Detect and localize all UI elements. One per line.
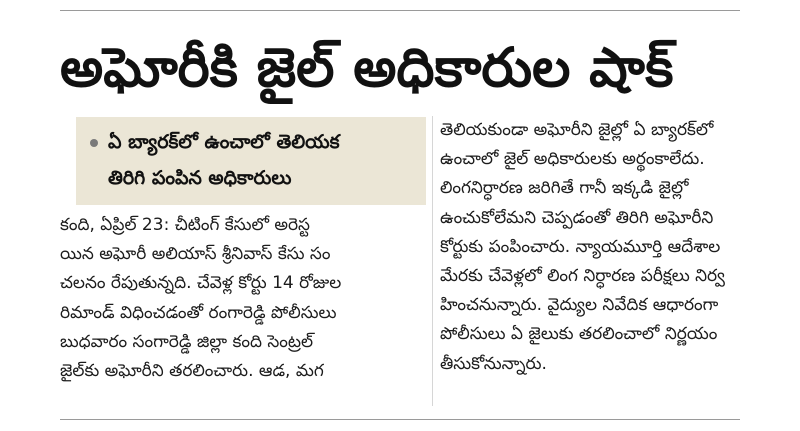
- body-line: యిన అఘోరీ అలియాస్ శ్రీనివాస్ కేసు సం: [60, 244, 331, 265]
- body-line: తీసుకోనున్నారు.: [440, 353, 547, 374]
- body-line: రిమాండ్ విధించడంతో రంగారెడ్డి పోలీసులు: [60, 302, 337, 323]
- subheading-line-1: ఏ బ్యారక్‌లో ఉంచాలో తెలియక: [108, 131, 340, 153]
- body-line: ఉంచుకోలేమని చెప్పడంతో తిరిగి అఘోరీని: [440, 207, 714, 228]
- body-line: లింగనిర్ధారణ జరిగితే గానీ ఇక్కడి జైల్లో: [440, 178, 689, 199]
- left-column-text: [60, 211, 430, 386]
- bottom-rule: [60, 419, 740, 420]
- right-column-text: [440, 116, 770, 379]
- column-divider: [432, 116, 433, 406]
- body-line: పోలీసులు ఏ జైలుకు తరలించాలో నిర్ణయం: [440, 324, 718, 345]
- body-line: కోర్టుకు పంపించారు. న్యాయమూర్తి ఆదేశాల: [440, 236, 721, 257]
- subheading-line-2: తిరిగి పంపిన అధికారులు: [108, 167, 292, 189]
- body-line: కంది, ఏప్రిల్ 23: చీటింగ్ కేసులో అరెస్ట: [60, 215, 310, 235]
- top-rule: [60, 10, 740, 11]
- body-line: ఉంచాలో జైల్ అధికారులకు అర్థంకాలేదు.: [440, 149, 705, 170]
- headline: అఘోరీకి జైల్ అధికారుల షాక్: [60, 36, 674, 99]
- body-line: బుధవారం సంగారెడ్డి జిల్లా కంది సెంట్రల్: [60, 331, 314, 352]
- body-line: మేరకు చేవెళ్లలో లింగ నిర్ధారణ పరీక్షలు నిర్వ: [440, 265, 725, 286]
- bullet-icon: [90, 139, 98, 147]
- body-line: తెలియకుండా అఘోరీని జైల్లో ఏ బ్యారక్‌లో: [440, 120, 714, 140]
- body-line: చలనం రేపుతున్నది. చేవెళ్ల కోర్టు 14 రోజుల: [60, 273, 342, 294]
- subheading-box: [76, 117, 426, 205]
- body-line: జైల్‌కు అఘోరీని తరలించారు. ఆడ, మగ: [60, 360, 324, 381]
- body-line: హించనున్నారు. వైద్యుల నివేదిక ఆధారంగా: [440, 295, 719, 316]
